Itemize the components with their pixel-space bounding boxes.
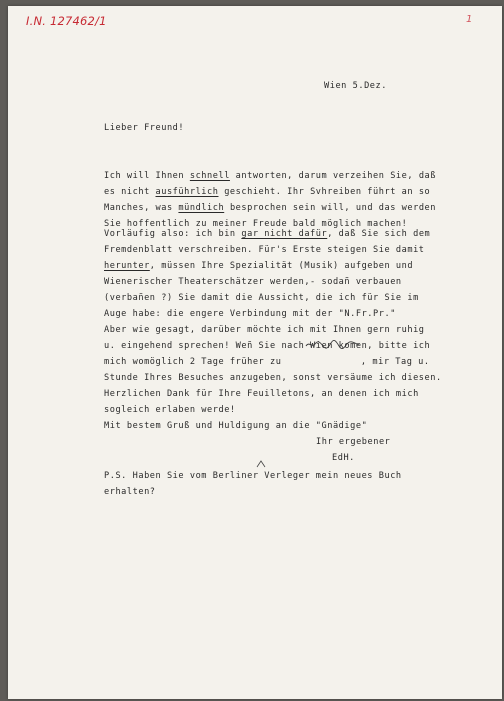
closing-greeting: Mit bestem Gruß und Huldigung an die "Gnädige" xyxy=(104,421,368,431)
paragraph-2-line-3: herunter, müssen Ihre Spezialität (Musik) aufgeben und xyxy=(104,261,414,271)
paragraph-2-line-1: Vorläufig also: ich bin gar nicht dafür, daß Sie sich dem xyxy=(104,229,431,239)
salutation: Lieber Freund! xyxy=(104,123,185,133)
paragraph-2-line-6: Auge habe: die engere Verbindung mit der "N.Fr.Pr." xyxy=(104,309,396,319)
handwritten-insertion xyxy=(304,338,362,350)
signature-initials: EdH. xyxy=(332,453,355,463)
paragraph-2-line-9 xyxy=(104,356,430,368)
insertion-caret-mark xyxy=(256,460,266,468)
paragraph-2-line-2: Fremdenblatt verschreiben. Für's Erste steigen Sie damit xyxy=(104,245,425,255)
paragraph-2-line-5: (verbañen ?) Sie damit die Aussicht, die ich für Sie im xyxy=(104,293,419,303)
page-number: 1 xyxy=(466,14,473,25)
paragraph-2-line-8: u. eingehend sprechen! Weñ Sie nach Wien komen, bitte ich xyxy=(104,341,431,351)
paragraph-1-line-4: Sie hoffentlich zu meiner Freude bald möglich machen! xyxy=(104,219,408,229)
paragraph-2-line-7: Aber wie gesagt, darüber möchte ich mit Ihnen gern ruhig xyxy=(104,325,425,335)
letter-sheet xyxy=(8,6,502,699)
paragraph-1-line-1: Ich will Ihnen schnell antworten, darum verzeihen Sie, daß xyxy=(104,171,436,181)
postscript-line-1: P.S. Haben Sie vom Berliner Verleger mein neues Buch xyxy=(104,471,402,481)
paragraph-3-line-2: sogleich erlaben werde! xyxy=(104,405,236,415)
paragraph-2-line-9-start: mich womöglich 2 Tage früher zu xyxy=(104,357,282,367)
paragraph-1-line-2: es nicht ausführlich geschieht. Ihr Svhreiben führt an so xyxy=(104,187,431,197)
paragraph-3-line-1: Herzlichen Dank für Ihre Feuilletons, an denen ich mich xyxy=(104,389,419,399)
paragraph-2-line-10: Stunde Ihres Besuches anzugeben, sonst versäume ich diesen. xyxy=(104,373,442,383)
paragraph-2-line-9-end: , mir Tag u. xyxy=(360,357,430,367)
archive-inventory-number: I.N. 127462/1 xyxy=(26,14,107,28)
paragraph-1-line-3: Manches, was mündlich besprochen sein will, und das werden xyxy=(104,203,437,213)
letter-date: Wien 5.Dez. xyxy=(324,81,387,91)
paragraph-2-line-4: Wienerischer Theaterschätzer werden,- sodañ verbauen xyxy=(104,277,402,287)
closing-phrase: Ihr ergebener xyxy=(316,437,391,447)
postscript-line-2: erhalten? xyxy=(104,487,156,497)
